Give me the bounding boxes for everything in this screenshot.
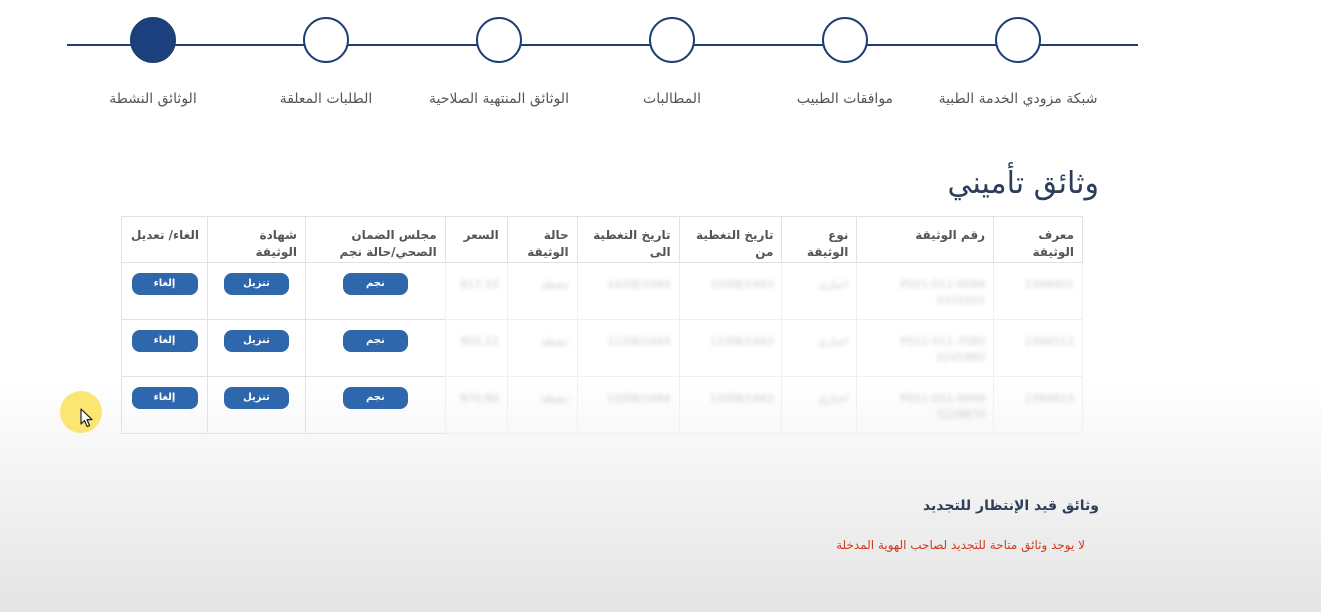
cancel-button[interactable]: إلغاء xyxy=(132,387,198,409)
step-expired-policies[interactable] xyxy=(409,17,589,109)
step-label: شبكة مزودي الخدمة الطبية xyxy=(938,91,1098,107)
cell-council xyxy=(305,377,445,434)
najm-button[interactable]: نجم xyxy=(343,387,408,409)
download-button[interactable]: تنزيل xyxy=(224,387,289,409)
step-circle xyxy=(649,17,695,63)
cell-policy-status: نشطة xyxy=(507,320,577,377)
renewal-section-title: وثائق قيد الإنتظار للتجديد xyxy=(922,498,1099,514)
cell-coverage-from: 11/08/1443 xyxy=(679,320,782,377)
table-header-row xyxy=(122,217,1083,263)
cell-policy-status: نشطة xyxy=(507,377,577,434)
step-label: موافقات الطبيب xyxy=(796,91,894,107)
cell-policy-id: 2394401 xyxy=(994,263,1083,320)
header-coverage-from: تاريخ التغطية من xyxy=(679,217,782,263)
table-row xyxy=(122,263,1083,320)
cell-coverage-from: 15/08/1443 xyxy=(679,263,782,320)
header-policy-number: رقم الوثيقة xyxy=(857,217,994,263)
cell-price: 870.80 xyxy=(445,377,507,434)
cell-cancel xyxy=(122,377,208,434)
cell-cancel xyxy=(122,320,208,377)
cell-coverage-from: 13/08/1443 xyxy=(679,377,782,434)
step-label: المطالبات xyxy=(643,91,701,107)
cell-policy-id: 2394613 xyxy=(994,377,1083,434)
table-row xyxy=(122,320,1083,377)
header-price: السعر xyxy=(445,217,507,263)
step-pending-requests[interactable] xyxy=(236,17,416,109)
step-claims[interactable] xyxy=(582,17,762,109)
step-circle xyxy=(476,17,522,63)
cell-certificate xyxy=(208,320,306,377)
progress-stepper xyxy=(0,0,1321,140)
mouse-cursor xyxy=(60,391,102,433)
cursor-arrow-icon xyxy=(80,408,94,428)
step-circle xyxy=(303,17,349,63)
cell-certificate xyxy=(208,263,306,320)
cell-policy-number: P011-011-0049 3228870 xyxy=(857,377,994,434)
step-doctor-approvals[interactable] xyxy=(755,17,935,109)
renewal-empty-message: لا يوجد وثائق متاحة للتجديد لصاحب الهوية المدخلة xyxy=(836,538,1085,552)
download-button[interactable]: تنزيل xyxy=(224,273,289,295)
cancel-button[interactable]: إلغاء xyxy=(132,273,198,295)
cell-policy-number: P021-011-0084 3331021 xyxy=(857,263,994,320)
step-circle-active xyxy=(130,17,176,63)
policies-table xyxy=(121,216,1083,434)
najm-button[interactable]: نجم xyxy=(343,273,408,295)
cell-coverage-to: 14/08/1444 xyxy=(577,263,679,320)
cell-price: 905.22 xyxy=(445,320,507,377)
header-coverage-to: تاريخ التغطية الى xyxy=(577,217,679,263)
step-label: الطلبات المعلقة xyxy=(279,91,373,107)
step-label: الوثائق النشطة xyxy=(109,91,197,107)
download-button[interactable]: تنزيل xyxy=(224,330,289,352)
najm-button[interactable]: نجم xyxy=(343,330,408,352)
header-certificate: شهادة الوثيقة xyxy=(208,217,306,263)
header-cancel-edit: الغاء/ تعديل xyxy=(122,217,208,263)
cell-certificate xyxy=(208,377,306,434)
cell-policy-type: اجباري xyxy=(782,320,857,377)
header-policy-status: حالة الوثيقة xyxy=(507,217,577,263)
header-policy-type: نوع الوثيقة xyxy=(782,217,857,263)
step-active-policies[interactable] xyxy=(63,17,243,109)
cell-council xyxy=(305,263,445,320)
step-circle xyxy=(995,17,1041,63)
cell-policy-id: 2394512 xyxy=(994,320,1083,377)
cancel-button[interactable]: إلغاء xyxy=(132,330,198,352)
cell-policy-type: اجباري xyxy=(782,377,857,434)
step-provider-network[interactable] xyxy=(928,17,1108,109)
cell-coverage-to: 11/08/1444 xyxy=(577,320,679,377)
header-council-status: مجلس الضمان الصحي/حالة نجم xyxy=(305,217,445,263)
cell-price: 817.10 xyxy=(445,263,507,320)
header-policy-id: معرف الوثيقة xyxy=(994,217,1083,263)
step-label: الوثائق المنتهية الصلاحية xyxy=(429,91,569,107)
page-title: وثائق تأميني xyxy=(947,166,1099,201)
cell-policy-type: اجباري xyxy=(782,263,857,320)
cell-policy-number: P012-011-7080 3245880 xyxy=(857,320,994,377)
step-circle xyxy=(822,17,868,63)
table-row xyxy=(122,377,1083,434)
cell-cancel xyxy=(122,263,208,320)
cell-coverage-to: 12/08/1444 xyxy=(577,377,679,434)
cell-policy-status: نشطة xyxy=(507,263,577,320)
cell-council xyxy=(305,320,445,377)
